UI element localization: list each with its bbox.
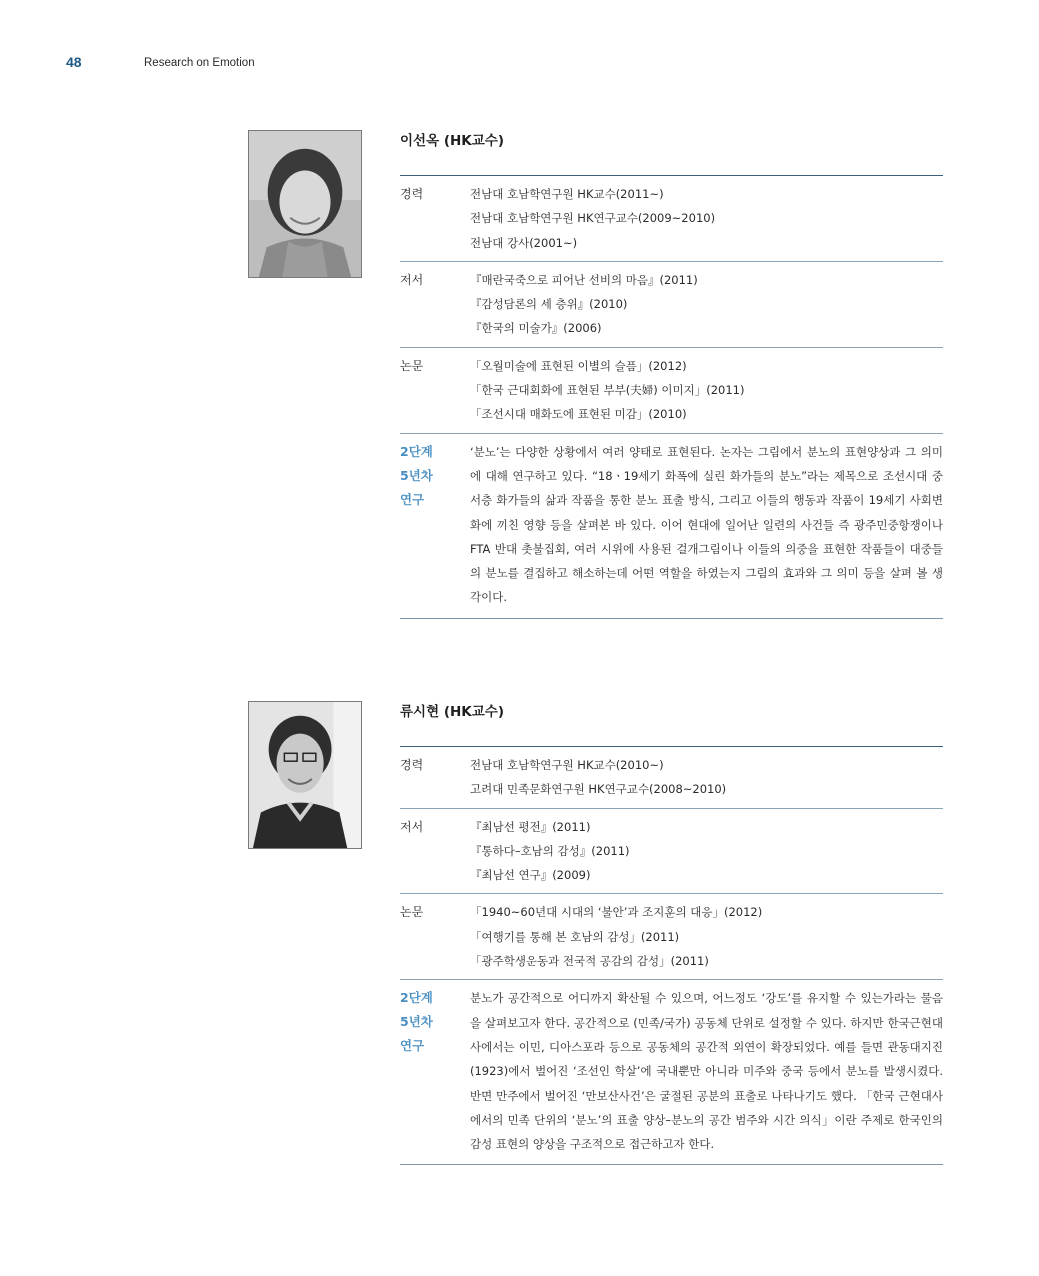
research-label-line: 연구	[400, 491, 425, 507]
list-item: 『감성담론의 세 층위』(2010)	[470, 297, 628, 312]
profile-name: 류시현 (HK교수)	[400, 704, 505, 720]
list-item: 「한국 근대회화에 표현된 부부(夫婦) 이미지」(2011)	[470, 383, 745, 398]
list-item: 「1940~60년대 시대의 ‘불안’과 조지훈의 대응」(2012)	[470, 905, 763, 920]
books-section	[400, 809, 943, 895]
career-section	[400, 176, 943, 262]
list-item: 『최남선 연구』(2009)	[470, 868, 591, 883]
career-section	[400, 747, 943, 809]
research-label	[400, 986, 470, 1156]
running-title: Research on Emotion	[144, 57, 255, 69]
list-item: 『통하다–호남의 감성』(2011)	[470, 843, 630, 858]
list-item: 『한국의 미술가』(2006)	[470, 321, 602, 336]
list-item: 『최남선 평전』(2011)	[470, 819, 591, 834]
list-item: 전남대 호남학연구원 HK교수(2010~)	[470, 758, 664, 772]
papers-section	[400, 894, 943, 980]
list-item: 전남대 강사(2001~)	[470, 235, 578, 250]
section-label: 경력	[400, 187, 424, 201]
research-label-line: 5년차	[400, 1014, 433, 1030]
profile-photo	[248, 701, 362, 849]
section-label: 저서	[400, 819, 424, 834]
research-label-line: 5년차	[400, 467, 433, 483]
list-item: 전남대 호남학연구원 HK연구교수(2009~2010)	[470, 211, 716, 226]
research-label-line: 2단계	[400, 443, 433, 459]
list-item: 『매란국죽으로 피어난 선비의 마음』(2011)	[470, 272, 698, 287]
page-number: 48	[66, 54, 82, 70]
section-label: 경력	[400, 758, 424, 772]
profile-content	[400, 701, 943, 1165]
list-item: 고려대 민족문화연구원 HK연구교수(2008~2010)	[470, 782, 727, 797]
list-item: 「여행기를 통해 본 호남의 감성」(2011)	[470, 929, 680, 944]
list-item: 전남대 호남학연구원 HK교수(2011~)	[470, 187, 664, 201]
books-section	[400, 262, 943, 348]
research-label-line: 연구	[400, 1038, 425, 1054]
list-item: 「광주학생운동과 전국적 공감의 감성」(2011)	[470, 954, 709, 969]
section-label: 논문	[400, 358, 424, 373]
research-label-line: 2단계	[400, 990, 433, 1006]
section-label: 논문	[400, 905, 424, 920]
papers-section	[400, 348, 943, 434]
research-label	[400, 440, 470, 610]
research-description: ‘분노’는 다양한 상황에서 여러 양태로 표현된다. 논자는 그림에서 분노의 표현양상과 그 의미에 대해 연구하고 있다. “18ㆍ19세기 화폭에 실린 화가들의 분노”라는 제목으로 조선시대 중서층 화가들의 삶과 작품을 통한 분노 표출 방식, 그리고 이들의 행동과 작품이 19세기 사회변화에 끼친 영향 등을 살펴본 바 있다. 이어 현대에 일어난 일련의 사건들 즉 광주민중항쟁이나 FTA 반대 촛불집회, 여러 시위에 사용된 걸개그림이나 이들의 의중을 표현한 작품들이 대중들의 분노를 결집하고 해소하는데 어떤 역할을 하였는지 그림의 효과와 그 의미 등을 살펴 볼 생각이다.	[470, 444, 943, 605]
research-section	[400, 434, 943, 619]
research-section	[400, 980, 943, 1165]
list-item: 「오월미술에 표현된 이별의 슬픔」(2012)	[470, 358, 687, 373]
profile-name: 이선옥 (HK교수)	[400, 133, 505, 149]
profile-photo	[248, 130, 362, 278]
profile-content	[400, 130, 943, 619]
research-description: 분노가 공간적으로 어디까지 확산될 수 있으며, 어느정도 ‘강도’를 유지할 수 있는가라는 물음을 살펴보고자 한다. 공간적으로 (민족/국가) 공동체 단위로 설정할 수 있다. 하지만 한국근현대사에서는 이민, 디아스포라 등으로 공동체의 공간적 외연이 확장되었다. 예를 들면 관동대지진(1923)에서 벌어진 ‘조선인 학살’에 국내뿐만 아니라 미주와 중국 등에서 분노를 발생시켰다. 반면 만주에서 벌어진 ‘만보산사건’은 굴절된 공분의 표출로 나타나기도 했다. 「한국 근현대사에서의 민족 단위의 ‘분노’의 표출 양상–분노의 공간 범주와 시간 의식」이란 주제로 한국인의 감성 표현의 양상을 구조적으로 접근하고자 한다.	[470, 991, 943, 1152]
section-label: 저서	[400, 272, 424, 287]
list-item: 「조선시대 매화도에 표현된 미감」(2010)	[470, 407, 687, 422]
